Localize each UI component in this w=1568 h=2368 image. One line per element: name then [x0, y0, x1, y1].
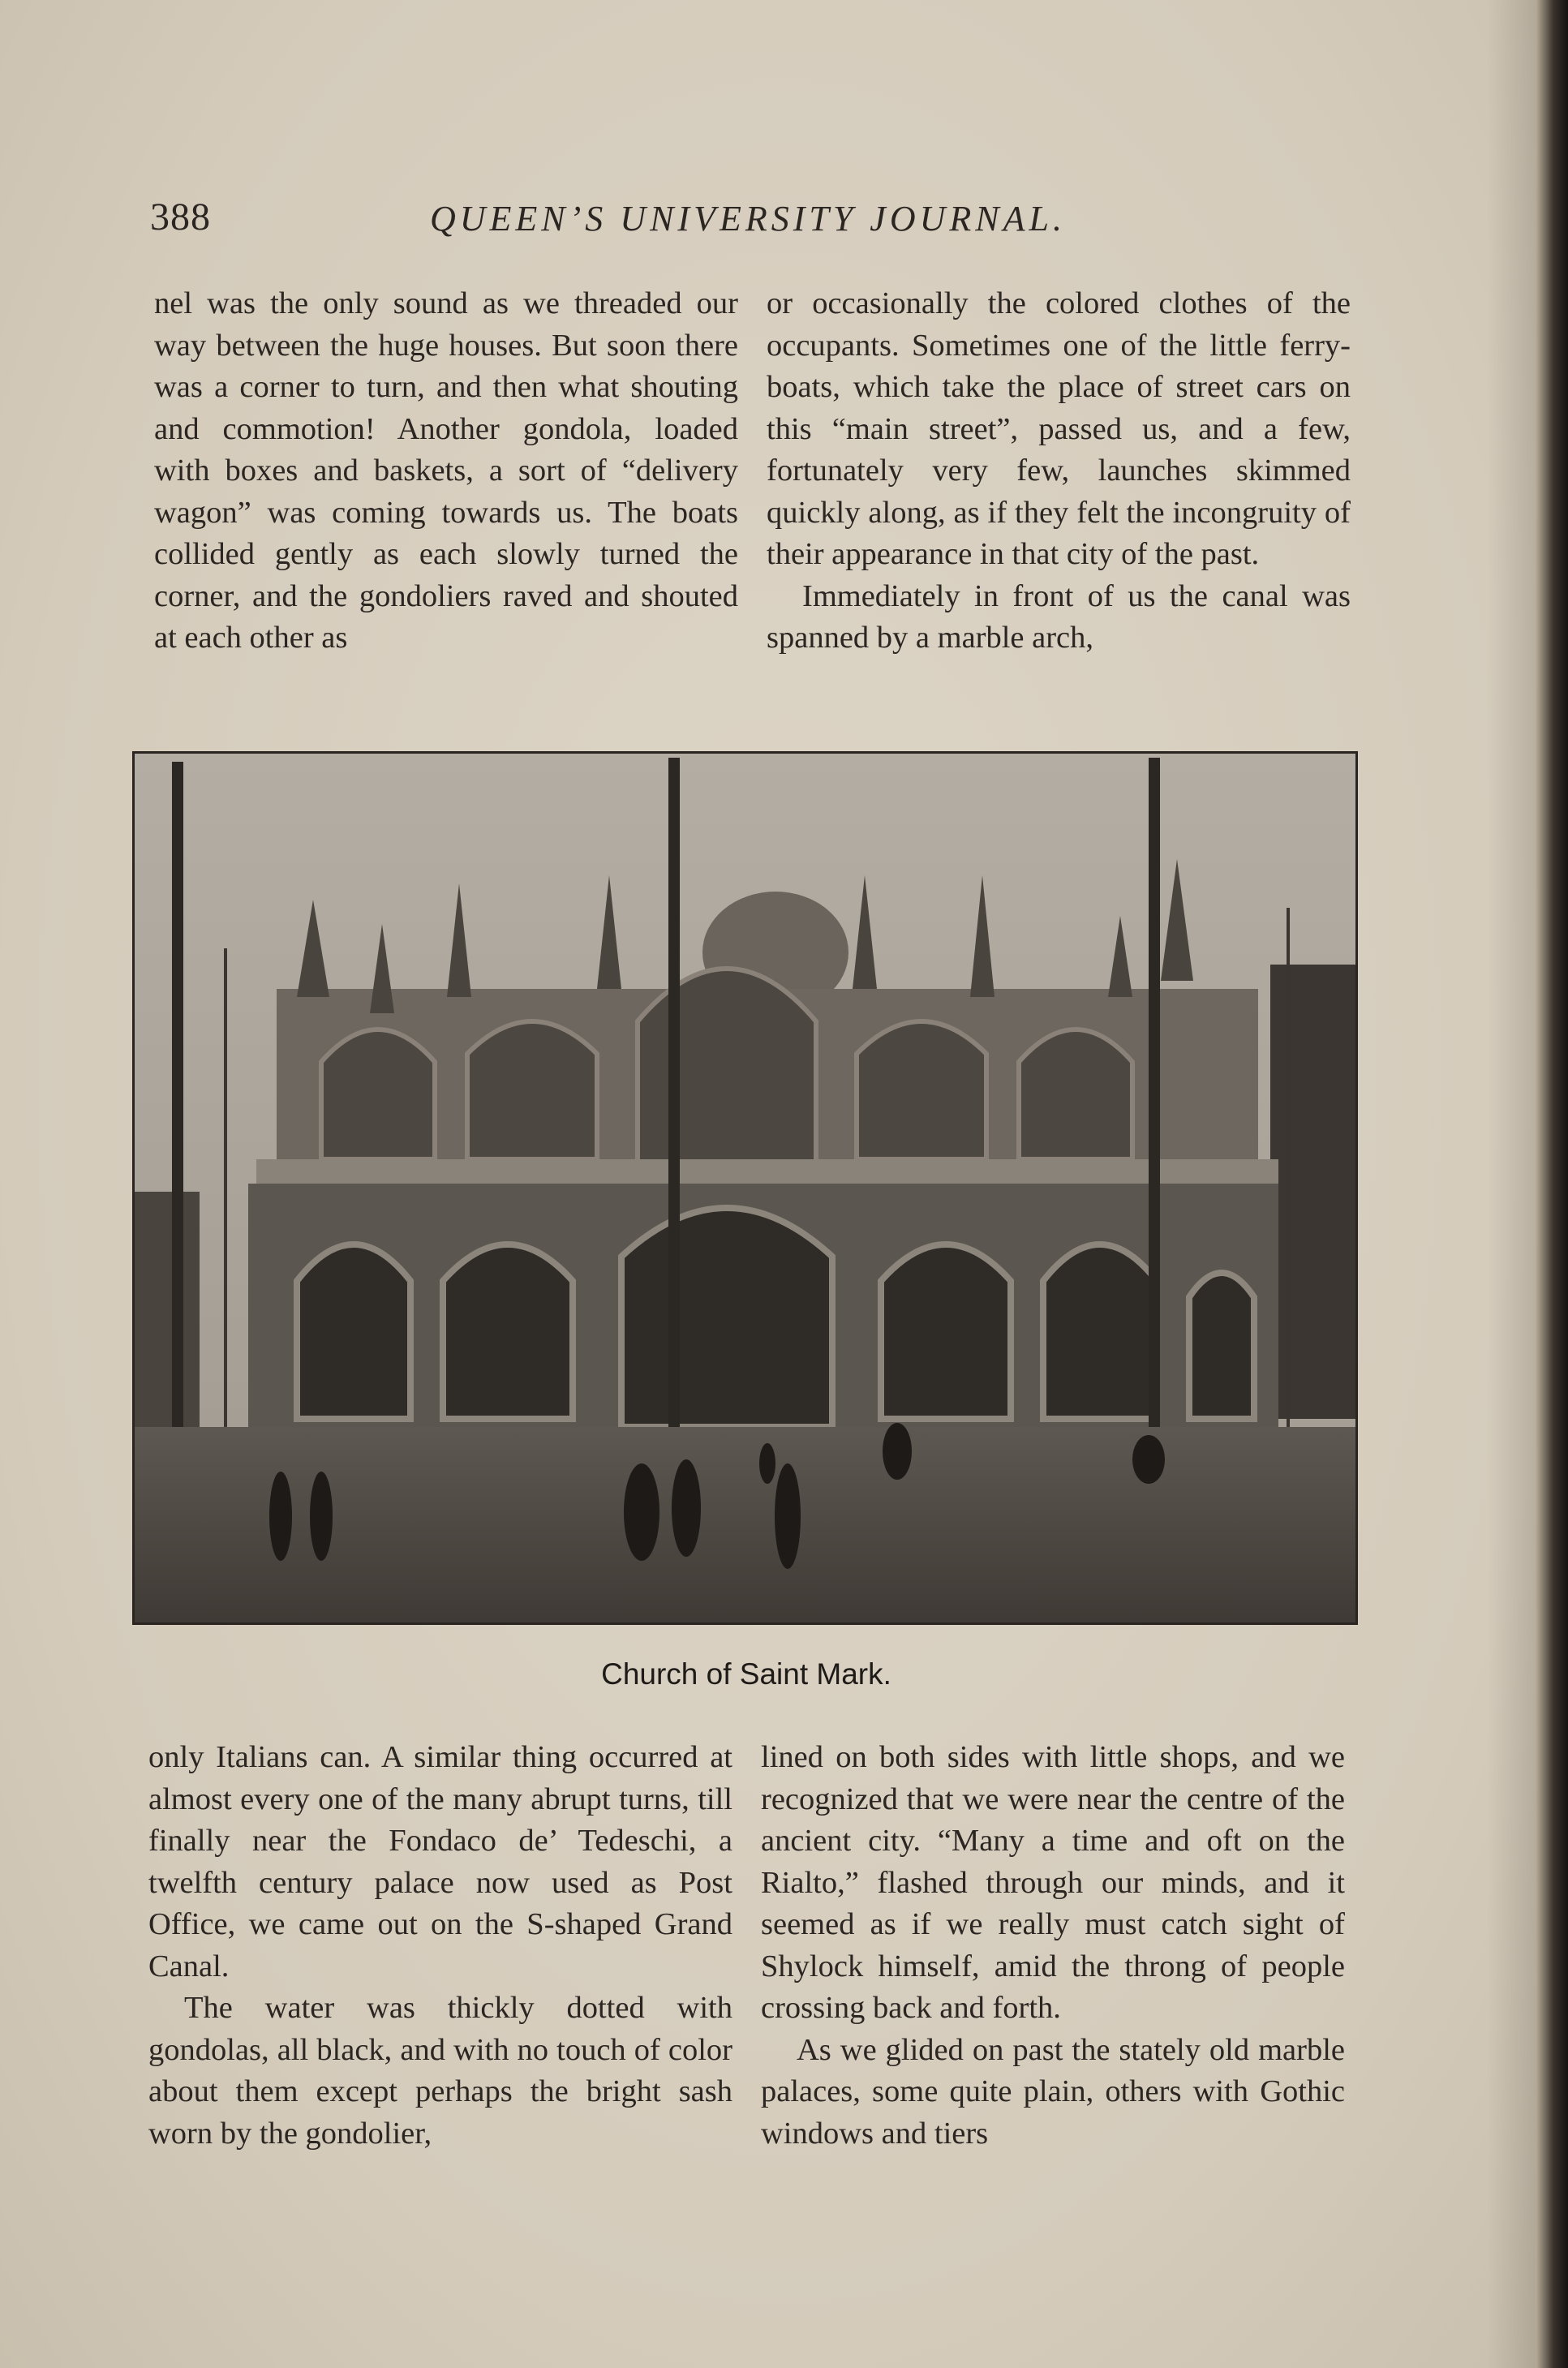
paragraph: Immediately in front of us the canal was spanned by a marble arch, [767, 578, 1351, 655]
text-column-top-right [767, 283, 1351, 660]
page-gutter-shadow [1487, 0, 1536, 2368]
paragraph: or occasionally the colored clothes of the occupants. Sometimes one of the little ferry-boats, which take the place of street cars on this “main street”, passed us, and a few, fortunately very few, launches skimmed quickly along, as if they felt the incongruity of their appearance in that city of the past. [767, 286, 1351, 571]
paragraph: The water was thickly dotted with gondolas, all black, and with no touch of color about them except perhaps the bright sash worn by the gondolier, [148, 1991, 732, 2151]
paragraph: nel was the only sound as we threaded our way between the huge houses. But soon there was a corner to turn, and then what shouting and commotion! Another gondola, loaded with boxes and baskets, a sort of “delivery wagon” was coming towards us. The boats collided gently as each slowly turned the corner, and the gondoliers raved and shouted at each other as [154, 286, 738, 655]
text-column-top-left [154, 283, 738, 660]
figure-caption: Church of Saint Mark. [601, 1657, 891, 1691]
text-column-bottom-left [148, 1737, 732, 2155]
running-title: QUEEN’S UNIVERSITY JOURNAL. [430, 199, 1066, 239]
church-illustration [135, 754, 1355, 1622]
paragraph: lined on both sides with little shops, and we recognized that we were near the centre of the ancient city. “Many a time and oft on the Rialto,” flashed through our minds, and it seemed as if we really must catch sight of Shylock himself, amid the throng of people crossing back and forth. [761, 1740, 1345, 2025]
paragraph: only Italians can. A similar thing occurred at almost every one of the many abrupt turns, till finally near the Fondaco de’ Tedeschi, a twelfth century palace now used as Post Office, we came out on the S-shaped Grand Canal. [148, 1740, 732, 1983]
page-edge [1536, 0, 1568, 2368]
text-column-bottom-right [761, 1737, 1345, 2155]
paragraph: As we glided on past the stately old marble palaces, some quite plain, others with Gothic windows and tiers [761, 2032, 1345, 2151]
page-header [0, 195, 1568, 251]
church-photograph [132, 751, 1358, 1625]
page-number: 388 [150, 196, 211, 239]
